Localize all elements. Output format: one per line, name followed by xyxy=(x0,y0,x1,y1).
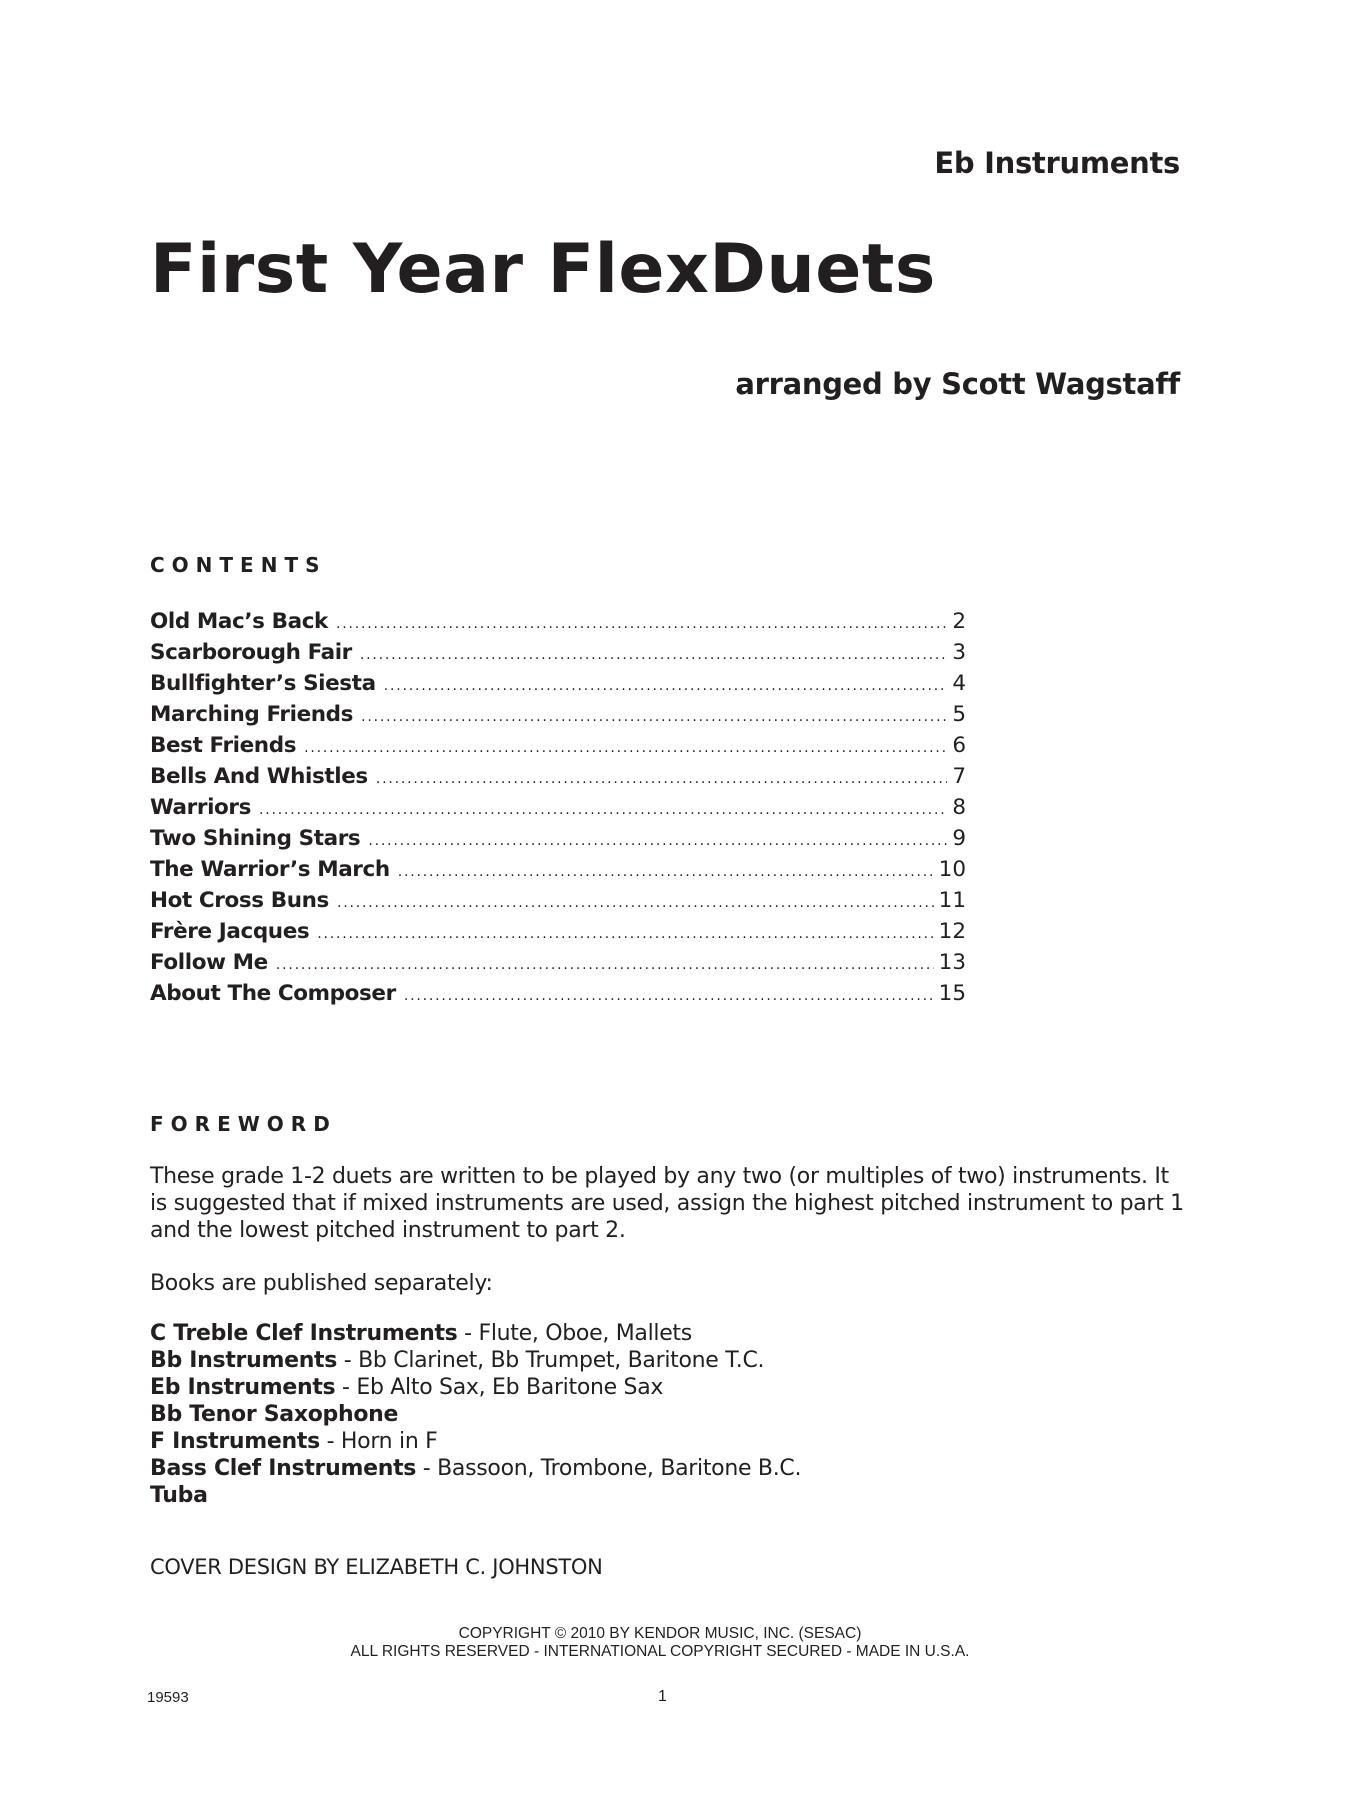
toc-entry-page: 8 xyxy=(952,795,966,820)
cover-design-credit: COVER DESIGN BY ELIZABETH C. JOHNSTON xyxy=(150,1555,603,1579)
toc-entry-title: About The Composer xyxy=(150,981,396,1006)
page-number: 1 xyxy=(658,1688,667,1705)
toc-entry xyxy=(150,699,966,730)
edition-name: C Treble Clef Instruments xyxy=(150,1321,458,1346)
toc-entry xyxy=(150,885,966,916)
toc-entry xyxy=(150,854,966,885)
toc-dot-leader xyxy=(337,888,934,919)
edition-name: Bb Tenor Saxophone xyxy=(150,1402,399,1427)
foreword-heading: FOREWORD xyxy=(150,1112,337,1136)
toc-dot-leader xyxy=(276,950,934,981)
foreword-paragraph: These grade 1-2 duets are written to be played by any two (or multiples of two) instruments. It is suggested that if mixed instruments are used, assign the highest pitched instrument to part 1 and the lowest pitched instrument to part 2. xyxy=(150,1164,1184,1243)
toc-entry-page: 10 xyxy=(938,857,966,882)
toc-entry-page: 4 xyxy=(952,671,966,696)
toc-entry xyxy=(150,730,966,761)
toc-entry-page: 15 xyxy=(938,981,966,1006)
edition-name: Bass Clef Instruments xyxy=(150,1456,417,1481)
edition-name: Tuba xyxy=(150,1483,208,1508)
edition-instruments: - Bassoon, Trombone, Baritone B.C. xyxy=(416,1456,802,1481)
edition-list-item xyxy=(150,1401,801,1428)
toc-dot-leader xyxy=(304,733,947,764)
copyright-line: COPYRIGHT © 2010 BY KENDOR MUSIC, INC. (SESAC) xyxy=(458,1625,862,1642)
contents-heading: CONTENTS xyxy=(150,553,327,577)
toc-entry-page: 6 xyxy=(952,733,966,758)
toc-entry xyxy=(150,637,966,668)
edition-label: Eb Instruments xyxy=(934,146,1180,180)
edition-list-item xyxy=(150,1482,801,1509)
toc-entry-title: Bells And Whistles xyxy=(150,764,368,789)
catalog-number: 19593 xyxy=(147,1689,189,1706)
toc-entry xyxy=(150,916,966,947)
toc-entry-title: Follow Me xyxy=(150,950,268,975)
toc-entry-title: Scarborough Fair xyxy=(150,640,352,665)
rights-line: ALL RIGHTS RESERVED - INTERNATIONAL COPYRIGHT SECURED - MADE IN U.S.A. xyxy=(350,1643,970,1660)
toc-entry-page: 13 xyxy=(938,950,966,975)
edition-list-item xyxy=(150,1347,801,1374)
arranger-credit: arranged by Scott Wagstaff xyxy=(735,367,1180,401)
toc-dot-leader xyxy=(336,609,947,640)
edition-instruments: - Bb Clarinet, Bb Trumpet, Baritone T.C. xyxy=(337,1348,765,1373)
toc-dot-leader xyxy=(376,764,947,795)
toc-entry-title: Bullfighter’s Siesta xyxy=(150,671,376,696)
toc-dot-leader xyxy=(361,702,947,733)
toc-entry xyxy=(150,761,966,792)
toc-dot-leader xyxy=(317,919,933,950)
published-separately-intro: Books are published separately: xyxy=(150,1271,493,1296)
book-title: First Year FlexDuets xyxy=(150,230,936,309)
edition-instruments: - Flute, Oboe, Mallets xyxy=(457,1321,692,1346)
toc-entry-page: 11 xyxy=(938,888,966,913)
toc-entry-title: Two Shining Stars xyxy=(150,826,361,851)
toc-entry xyxy=(150,792,966,823)
toc-entry xyxy=(150,606,966,637)
edition-instruments: - Eb Alto Sax, Eb Baritone Sax xyxy=(335,1375,664,1400)
toc-entry-title: The Warrior’s March xyxy=(150,857,390,882)
toc-dot-leader xyxy=(360,640,947,671)
toc-entry-page: 12 xyxy=(938,919,966,944)
toc-entry-page: 3 xyxy=(952,640,966,665)
edition-list-item xyxy=(150,1374,801,1401)
toc-entry-title: Best Friends xyxy=(150,733,297,758)
toc-entry-page: 7 xyxy=(952,764,966,789)
editions-list xyxy=(150,1320,801,1509)
edition-list-item xyxy=(150,1428,801,1455)
toc-entry-page: 2 xyxy=(952,609,966,634)
toc-dot-leader xyxy=(398,857,934,888)
edition-name: Bb Instruments xyxy=(150,1348,338,1373)
toc-entry-title: Hot Cross Buns xyxy=(150,888,329,913)
toc-dot-leader xyxy=(404,981,934,1012)
edition-name: Eb Instruments xyxy=(150,1375,336,1400)
edition-instruments: - Horn in F xyxy=(319,1429,438,1454)
copyright-notice xyxy=(150,1625,1170,1661)
toc-dot-leader xyxy=(259,795,947,826)
toc-entry xyxy=(150,947,966,978)
toc-entry-title: Frère Jacques xyxy=(150,919,310,944)
toc-entry-page: 9 xyxy=(952,826,966,851)
toc-dot-leader xyxy=(368,826,947,857)
toc-entry-title: Old Mac’s Back xyxy=(150,609,328,634)
toc-dot-leader xyxy=(384,671,947,702)
toc-entry-title: Warriors xyxy=(150,795,252,820)
toc-entry-page: 5 xyxy=(952,702,966,727)
edition-list-item xyxy=(150,1320,801,1347)
edition-list-item xyxy=(150,1455,801,1482)
toc-entry xyxy=(150,978,966,1009)
table-of-contents xyxy=(150,606,966,1009)
edition-name: F Instruments xyxy=(150,1429,320,1454)
toc-entry xyxy=(150,823,966,854)
toc-entry xyxy=(150,668,966,699)
toc-entry-title: Marching Friends xyxy=(150,702,354,727)
